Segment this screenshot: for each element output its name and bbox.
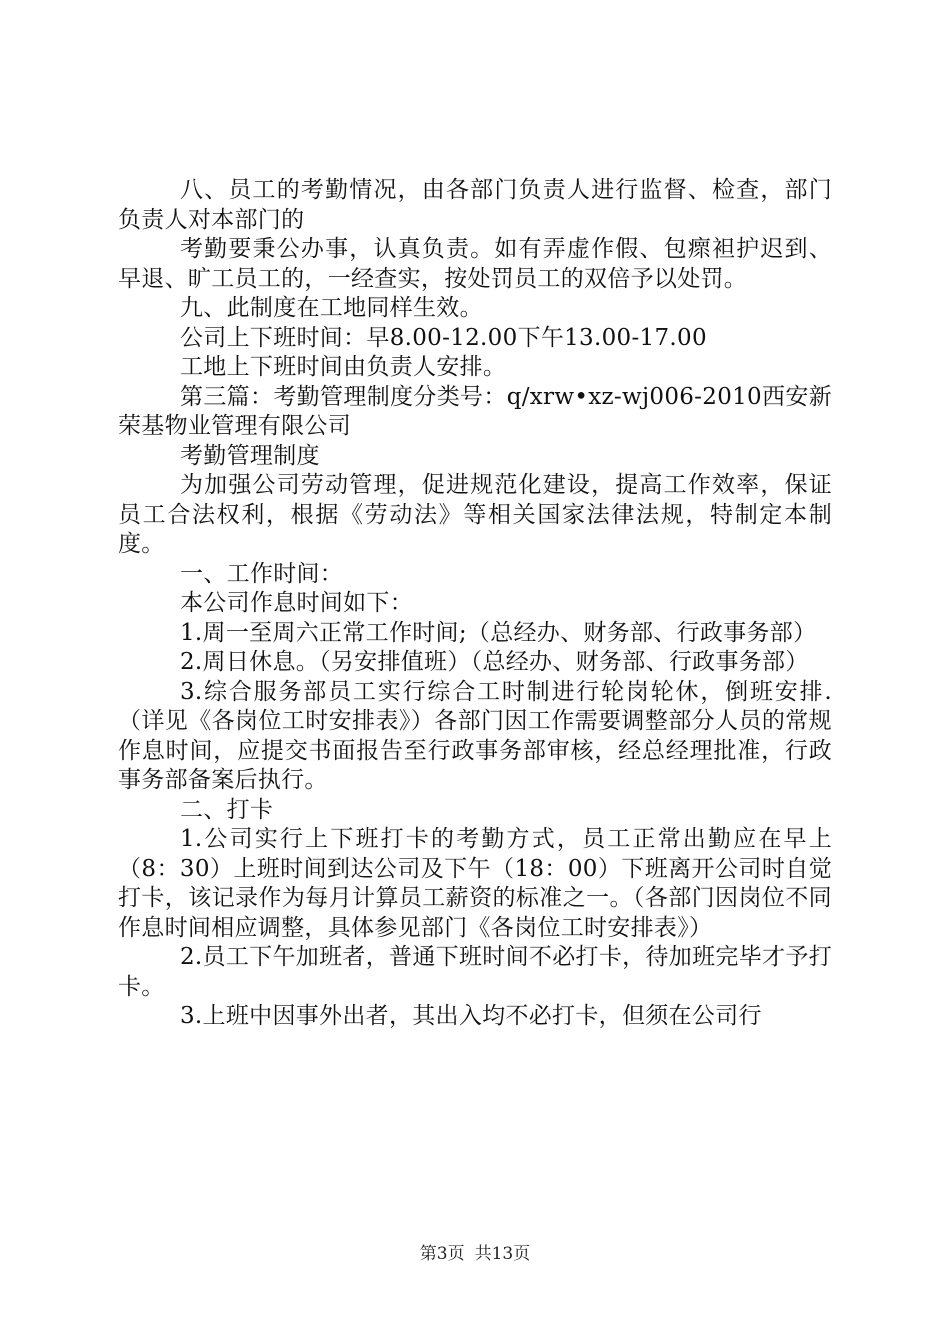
paragraph-attendance-policy-title: 考勤管理制度 [180,442,320,469]
paragraph-weekday-hours: 1.周一至周六正常工作时间;（总经办、财务部、行政事务部） [180,619,817,646]
paragraph-attendance-supervision: 八、员工的考勤情况，由各部门负责人进行监督、检查，部门负责人对本部门的 [118,177,832,233]
document-body [118,176,832,1032]
page-number: 第3页 [419,1244,465,1264]
paragraph-clock-in-heading: 二、打卡 [180,796,274,823]
paragraph-policy-purpose: 为加强公司劳动管理，促进规范化建设，提高工作效率，保证员工合法权利，根据《劳动法》等相关国家法律法规，特制定本制度。 [118,472,832,557]
paragraph-overtime-clock: 2.员工下午加班者，普通下班时间不必打卡，待加班完毕才予打卡。 [118,944,832,1000]
paragraph-shift-rotation: 3.综合服务部员工实行综合工时制进行轮岗轮休，倒班安排.（详见《各岗位工时安排表》）各部门因工作需要调整部分人员的常规作息时间，应提交书面报告至行政事务部审核，经总经理批准，行政事务部备案后执行。 [118,678,832,793]
paragraph-site-validity: 九、此制度在工地同样生效。 [180,295,483,321]
paragraph-outing-clock: 3.上班中因事外出者，其出入均不必打卡，但须在公司行 [180,1003,762,1029]
paragraph-section-three-heading: 第三篇：考勤管理制度分类号：q/xrw•xz-wj006-2010西安新荣基物业管理有限公司 [118,383,832,439]
paragraph-sunday-rest: 2.周日休息。（另安排值班）（总经办、财务部、行政事务部） [180,649,809,675]
paragraph-impartial-attendance: 考勤要秉公办事，认真负责。如有弄虚作假、包瘝袒护迟到、早退、旷工员工的，一经查实，按处罚员工的双倍予以处罚。 [118,236,832,292]
paragraph-schedule-intro: 本公司作息时间如下： [180,590,413,616]
paragraph-clock-in-method: 1.公司实行上下班打卡的考勤方式，员工正常出勤应在早上（8：30）上班时间到达公司及下午（18：00）下班离开公司时自觉打卡，该记录作为每月计算员工薪资的标准之一。（各部门因岗位不同作息时间相应调整，具体参见部门《各岗位工时安排表》） [118,826,832,941]
page-footer [0,1243,950,1265]
paragraph-site-hours: 工地上下班时间由负责人安排。 [180,354,507,380]
page-total: 共13页 [474,1244,531,1264]
paragraph-working-hours-heading: 一、工作时间： [180,560,344,587]
paragraph-office-hours: 公司上下班时间：早8.00-12.00下午13.00-17.00 [180,324,707,351]
